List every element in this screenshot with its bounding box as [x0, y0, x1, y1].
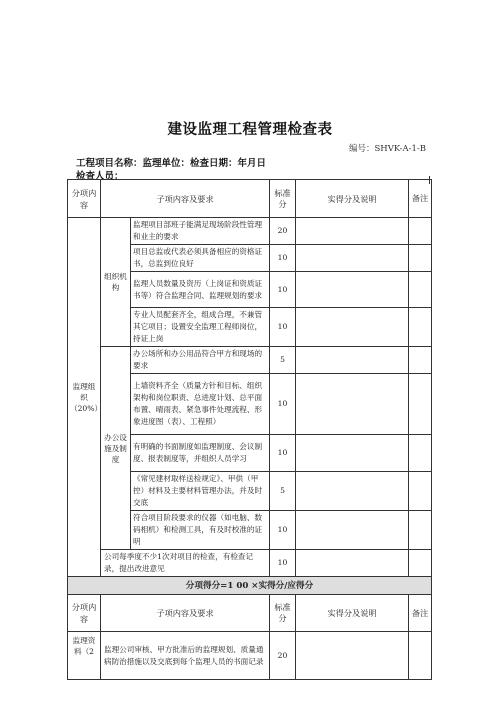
header-category: 分项内容: [68, 595, 101, 632]
project-info-line: 工程项目名称：监理单位：检查日期：年月日: [76, 158, 267, 169]
remarks-cell[interactable]: [409, 347, 432, 374]
remarks-cell[interactable]: [409, 511, 432, 550]
header-subitem: 子项内容及要求: [101, 180, 270, 218]
item-text: 项目总监或代表必须具备相应的资格证书，总监到位良好: [131, 245, 270, 272]
item-text: 监理项目部班子能满足现场阶段性管理和业主的要求: [131, 218, 270, 245]
remarks-cell[interactable]: [409, 472, 432, 511]
table-row: [68, 550, 432, 577]
group-cell: 办公设施及制度: [101, 347, 131, 550]
remarks-cell[interactable]: [409, 218, 432, 245]
item-score: 10: [270, 308, 296, 347]
actual-score-cell[interactable]: [296, 374, 409, 435]
item-score: 5: [270, 472, 296, 511]
document-code: 编号：SHVK-A-1-B: [348, 144, 426, 154]
table-row: [68, 347, 432, 374]
item-score: 10: [270, 374, 296, 435]
actual-score-cell[interactable]: [296, 218, 409, 245]
item-score: 10: [270, 550, 296, 577]
header-category: 分项内容: [68, 180, 101, 218]
item-score: 10: [270, 245, 296, 272]
remarks-cell[interactable]: [409, 550, 432, 577]
item-score: 5: [270, 347, 296, 374]
group-cell: 组织机构: [101, 218, 131, 347]
actual-score-cell[interactable]: [296, 347, 409, 374]
item-text: 监理人员数量及资历（上岗证和资质证书等）符合监理合同、监理规划的要求: [131, 272, 270, 308]
header-standard-score: 标准分: [270, 595, 296, 632]
item-text: 专业人员配套齐全，组成合理，不兼管其它项目；设置安全监理工程师岗位，持证上岗: [131, 308, 270, 347]
header-actual-score: 实得分及说明: [296, 595, 409, 632]
item-text: 监理公司审核、甲方批准后的监理规划、质量通病防治措施以及交底到每个监理人员的书面记录: [101, 632, 270, 680]
remarks-cell[interactable]: [409, 632, 432, 680]
item-score: 10: [270, 272, 296, 308]
item-text: 上墙资料齐全（质量方针和目标、组织架构和岗位职责、总进度计划、总平面布置、晴雨表、紧急事件处理流程、形象进度图（表）、工程照）: [131, 374, 270, 435]
actual-score-cell[interactable]: [296, 245, 409, 272]
table-header-row: [68, 595, 432, 632]
header-remarks: 备注: [409, 180, 432, 218]
item-text: 符合项目阶段要求的仪器（如电脑、数码相机）和检测工具，有及时校准的证明: [131, 511, 270, 550]
inspection-table: [67, 179, 432, 680]
actual-score-cell[interactable]: [296, 511, 409, 550]
item-text: 有明确的书面制度如监理制度、会议制度、报表制度等，并组织人员学习: [131, 435, 270, 472]
header-standard-score: 标准分: [270, 180, 296, 218]
remarks-cell[interactable]: [409, 308, 432, 347]
item-score: 20: [270, 632, 296, 680]
table-header-row: [68, 180, 432, 218]
item-score: 20: [270, 218, 296, 245]
document-title: 建设监理工程管理检查表: [167, 121, 333, 138]
actual-score-cell[interactable]: [296, 272, 409, 308]
item-score: 10: [270, 435, 296, 472]
inspector-line: 检查人员：: [76, 171, 124, 182]
header-actual-score: 实得分及说明: [296, 180, 409, 218]
item-text: 《常见建材取样送检规定》、甲供（甲控）材料及主要材料管理办法，并及时交底: [131, 472, 270, 511]
header-remarks: 备注: [409, 595, 432, 632]
remarks-cell[interactable]: [409, 272, 432, 308]
actual-score-cell[interactable]: [296, 308, 409, 347]
score-formula-row: [68, 577, 432, 595]
actual-score-cell[interactable]: [296, 435, 409, 472]
category-cell: 监理资料（2: [68, 632, 101, 680]
score-formula: 分项得分=1 00 ×实得分/应得分: [68, 577, 432, 595]
table-row: [68, 218, 432, 245]
remarks-cell[interactable]: [409, 245, 432, 272]
header-subitem: 子项内容及要求: [101, 595, 270, 632]
actual-score-cell[interactable]: [296, 632, 409, 680]
category-cell: 监理组织（20%）: [68, 218, 101, 577]
item-text: 公司每季度不少1次对项目的检查，有检查记录，提出改进意见: [101, 550, 270, 577]
remarks-cell[interactable]: [409, 374, 432, 435]
actual-score-cell[interactable]: [296, 472, 409, 511]
actual-score-cell[interactable]: [296, 550, 409, 577]
item-score: 10: [270, 511, 296, 550]
remarks-cell[interactable]: [409, 435, 432, 472]
table-row: [68, 632, 432, 680]
item-text: 办公场所和办公用品符合甲方和现场的要求: [131, 347, 270, 374]
